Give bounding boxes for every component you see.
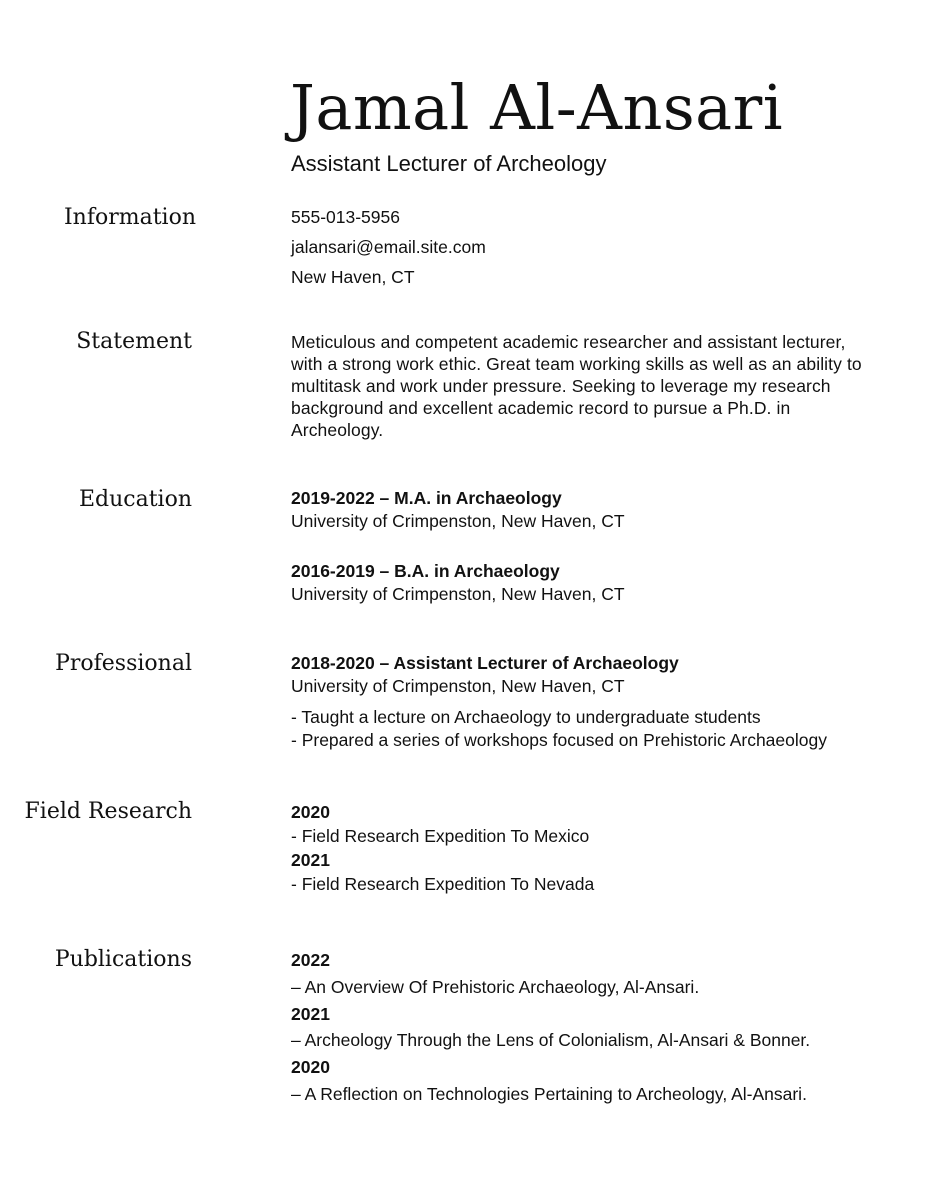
education-entry — [291, 560, 625, 605]
publication-item: – An Overview Of Prehistoric Archaeology, Al-Ansari. — [291, 976, 700, 997]
professional-heading: 2018-2020 – Assistant Lecturer of Archaeology — [291, 653, 679, 673]
field-research-year: 2021 — [291, 850, 330, 870]
professional-entry — [291, 652, 827, 751]
education-heading: 2016-2019 – B.A. in Archaeology — [291, 561, 560, 581]
publication-year: 2022 — [291, 950, 330, 970]
job-title: Assistant Lecturer of Archeology — [291, 151, 607, 176]
publication-year: 2020 — [291, 1057, 330, 1078]
location: New Haven, CT — [291, 267, 415, 287]
phone-number: 555-013-5956 — [291, 207, 400, 227]
publications-list — [291, 947, 810, 1108]
education-entry — [291, 487, 625, 532]
field-research-item: - Field Research Expedition To Nevada — [291, 874, 595, 894]
section-label-professional: Professional — [55, 651, 192, 676]
professional-bullet: - Prepared a series of workshops focused on Prehistoric Archaeology — [291, 729, 827, 750]
publication-year: 2021 — [291, 1003, 330, 1024]
section-label-publications: Publications — [54, 947, 192, 972]
publication-item: – A Reflection on Technologies Pertaining to Archeology, Al-Ansari. — [291, 1083, 807, 1104]
field-research-item: - Field Research Expedition To Mexico — [291, 826, 590, 846]
professional-bullet: - Taught a lecture on Archaeology to undergraduate students — [291, 707, 761, 727]
statement-text: Meticulous and competent academic researcher and assistant lecturer, with a strong work ethic. Great team working skills as well as an ability to multitask and work under pressure. Seeking to leverage my research background and excellent academic record to pursue a Ph.D. in Archeology. — [291, 332, 862, 440]
candidate-name: Jamal Al-Ansari — [290, 71, 784, 144]
section-label-statement: Statement — [76, 329, 192, 354]
publication-item: – Archeology Through the Lens of Colonialism, Al-Ansari & Bonner. — [291, 1030, 811, 1051]
section-label-information: Information — [63, 205, 196, 230]
contact-info — [291, 202, 486, 292]
professional-place: University of Crimpenston, New Haven, CT — [291, 675, 625, 696]
field-research-list — [291, 800, 594, 896]
section-label-education: Education — [78, 487, 192, 512]
education-place: University of Crimpenston, New Haven, CT — [291, 510, 625, 531]
field-research-year: 2020 — [291, 802, 330, 822]
education-heading: 2019-2022 – M.A. in Archaeology — [291, 488, 562, 508]
section-label-field-research: Field Research — [24, 799, 192, 824]
education-place: University of Crimpenston, New Haven, CT — [291, 583, 625, 604]
email-address: jalansari@email.site.com — [291, 237, 486, 257]
